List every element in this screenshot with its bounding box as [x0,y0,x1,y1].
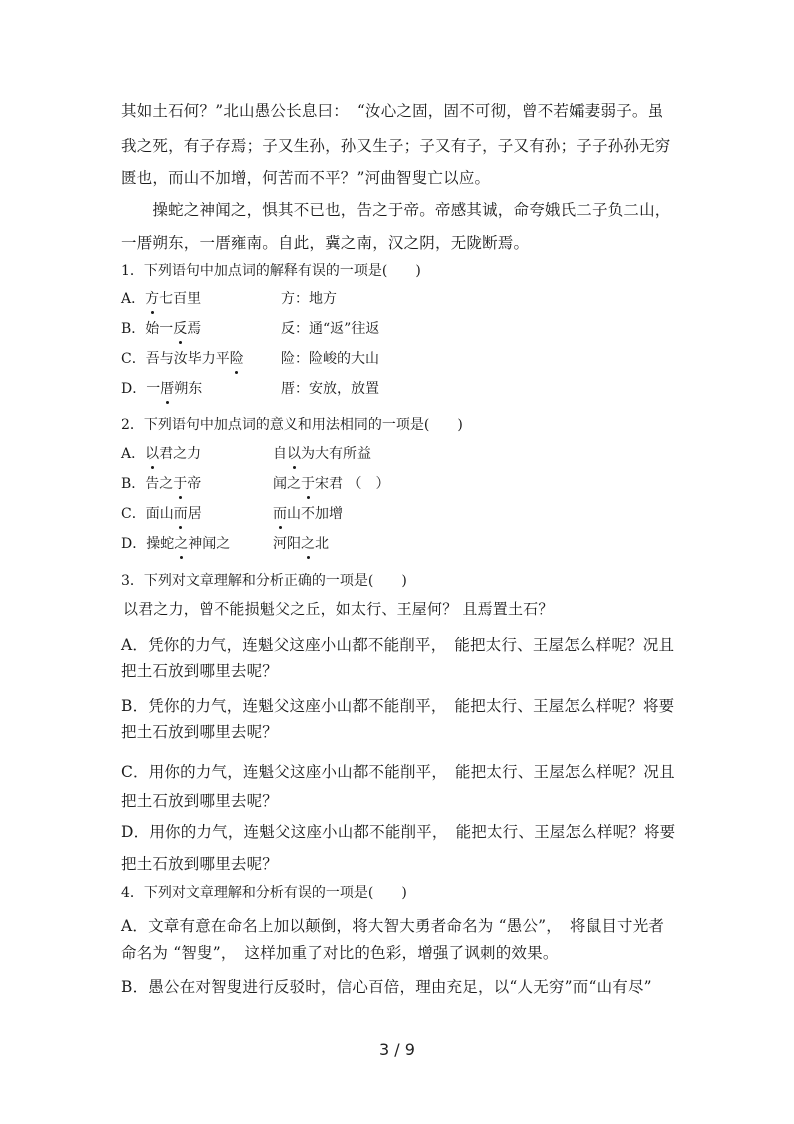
emphasis-dot-char: 险 [230,348,244,368]
passage-line-3: 匮也，而山不加增，何苦而不平？”河曲智叟亡以应。 [121,169,491,187]
emphasis-dot-char: 反 [173,318,187,338]
question-3-option-b-line-2: 把土石放到哪里去呢？ [121,723,279,741]
question-1-stem: 1．下列语句中加点词的解释有误的一项是( ) [121,263,421,279]
question-2-stem: 2．下列语句中加点词的意义和用法相同的一项是( ) [121,417,463,433]
passage-line-4: 操蛇之神闻之，惧其不已也，告之于帝。帝感其诚，命夸娥氏二子负二山， [121,201,671,219]
emphasis-dot-char: 于 [173,473,187,493]
emphasis-dot-char: 之 [301,533,315,553]
passage-line-1: 其如土石何？”北山愚公长息曰： “汝心之固，固不可彻，曾不若孀妻弱子。虽 [121,102,664,120]
emphasis-dot-char: 而 [273,503,287,523]
question-4-stem: 4．下列对文章理解和分析有误的一项是( ) [121,885,407,901]
question-3-option-a-line-2: 把土石放到哪里去呢？ [121,662,279,680]
question-2-option-b: B．告之于帝 闻之于宋君 （ ） [121,473,389,493]
question-1-option-d: D．一厝朔东 厝：安放，放置 [121,378,379,398]
emphasis-dot-char: 以 [145,443,159,463]
question-3-option-d-line-2: 把土石放到哪里去呢？ [121,855,279,873]
question-3-stem: 3．下列对文章理解和分析正确的一项是( ) [121,573,407,589]
passage-line-5: 一厝朔东，一厝雍南。自此，冀之南，汉之阴，无陇断焉。 [121,234,530,252]
question-4-option-b-line-1: B．愚公在对智叟进行反驳时，信心百倍，理由充足，以“人无穷”而“山有尽” [121,978,652,996]
question-3-option-c-line-2: 把土石放到哪里去呢？ [121,792,279,810]
passage-line-2: 我之死，有子存焉；子又生孙，孙又生子；子又有子，子又有孙；子子孙孙无穷 [121,137,671,155]
question-2-option-c: C．面山而居 而山不加增 [121,503,343,523]
question-2-option-d: D．操蛇之神闻之 河阳之北 [121,533,329,553]
emphasis-dot-char: 以 [287,443,301,463]
question-1-option-c: C．吾与汝毕力平险 险：险峻的大山 [121,348,379,368]
question-4-option-a-line-2: 命名为 “智叟”， 这样加重了对比的色彩，增强了讽刺的效果。 [121,944,559,962]
question-3-option-b-line-1: B．凭你的力气，连魁父这座小山都不能削平， 能把太行、王屋怎么样呢？将要 [121,697,675,715]
emphasis-dot-char: 厝 [160,378,174,398]
question-1-option-b: B．始一反焉 反：通“返”往返 [121,318,379,338]
emphasis-dot-char: 方 [145,288,159,308]
page-number: 3 / 9 [379,1040,415,1059]
question-1-option-a: A．方七百里 方：地方 [121,288,337,308]
question-4-option-a-line-1: A．文章有意在命名上加以颠倒，将大智大勇者命名为 “愚公”， 将鼠目寸光者 [121,917,665,935]
question-3-option-c-line-1: C．用你的力气，连魁父这座小山都不能削平， 能把太行、王屋怎么样呢？况且 [121,763,675,781]
question-2-option-a: A．以君之力 自以为大有所益 [121,443,371,463]
emphasis-dot-char: 之 [174,533,188,553]
emphasis-dot-char: 而 [174,503,188,523]
emphasis-dot-char: 于 [301,473,315,493]
question-3-option-a-line-1: A．凭你的力气，连魁父这座小山都不能削平， 能把太行、王屋怎么样呢？况且 [121,636,675,654]
question-3-quote: 以君之力，曾不能损魁父之丘，如太行、王屋何？ 且焉置土石？ [123,600,554,618]
question-3-option-d-line-1: D．用你的力气，连魁父这座小山都不能削平， 能把太行、王屋怎么样呢？将要 [121,823,676,841]
